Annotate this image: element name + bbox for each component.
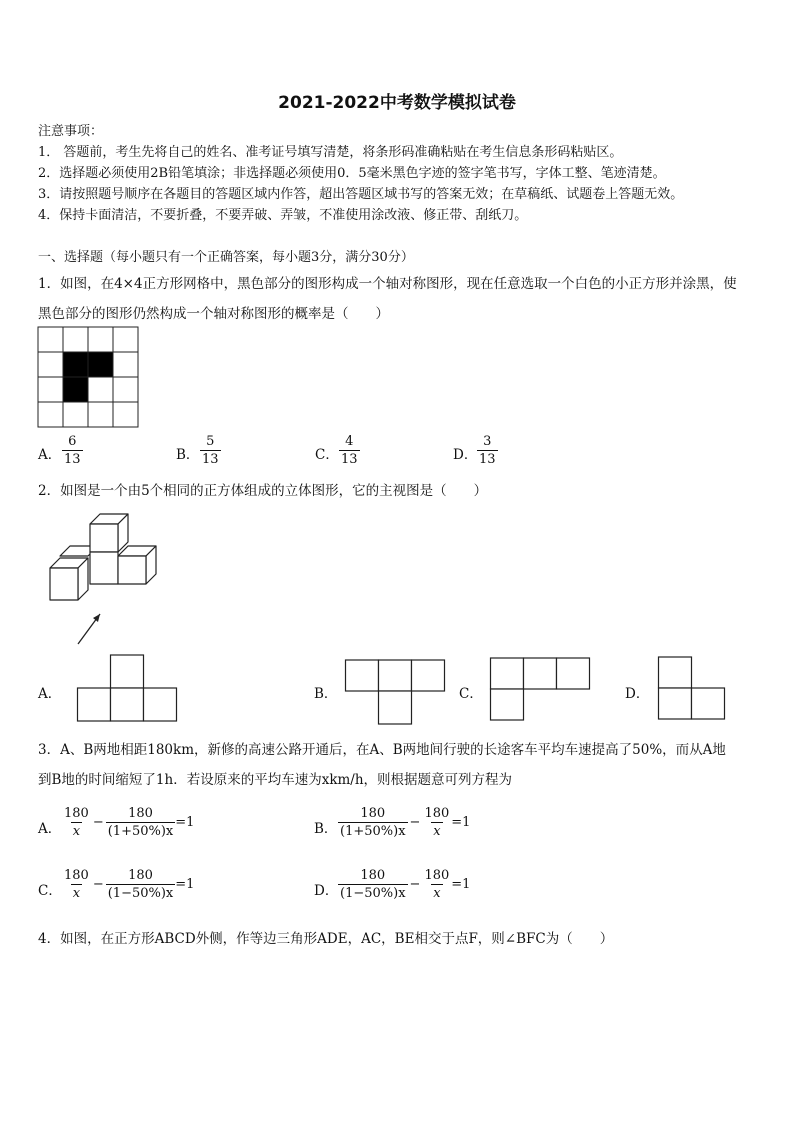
minus-sign: −: [92, 815, 104, 830]
fraction-2: [422, 805, 451, 840]
denominator: 13: [64, 452, 81, 467]
q3-option-b-equation: [338, 805, 470, 840]
fraction-2: [106, 805, 176, 840]
q1-option-d-label[interactable]: D．: [453, 447, 478, 463]
q2-text-line1: 2．如图是一个由5个相同的正方体组成的立体图形，它的主视图是（ ）: [38, 483, 488, 499]
numerator: 180: [64, 868, 89, 883]
q4-text-line1: 4．如图，在正方形ABCD外侧，作等边三角形ADE，AC，BE相交于点F，则∠BFC为（ ）: [38, 931, 614, 947]
numerator: 3: [483, 434, 492, 449]
denominator: (1−50%)x: [340, 886, 406, 901]
denominator: (1+50%)x: [340, 824, 406, 839]
numerator: 180: [360, 868, 386, 883]
q2-option-c-label[interactable]: C．: [459, 686, 483, 702]
q1-option-b-fraction: [200, 433, 221, 468]
equation-rhs: =1: [451, 877, 471, 892]
q2-option-a-figure[interactable]: [76, 654, 180, 722]
q2-option-b-figure[interactable]: [344, 659, 448, 727]
q1-option-b-label[interactable]: B．: [176, 447, 200, 463]
denominator: x: [72, 886, 81, 901]
numerator: 6: [68, 434, 77, 449]
equation-rhs: =1: [175, 815, 195, 830]
numerator: 180: [128, 806, 153, 821]
fraction-1: [62, 867, 91, 902]
q2-option-d-label[interactable]: D．: [625, 686, 650, 702]
q2-cube-figure: [44, 510, 164, 650]
q1-option-c-label[interactable]: C．: [315, 447, 339, 463]
fraction-1: [338, 805, 408, 840]
q2-option-d-figure[interactable]: [657, 656, 729, 722]
denominator: 13: [341, 452, 358, 467]
notice-heading: 注意事项：: [38, 124, 104, 139]
q1-text-line2: 黑色部分的图形仍然构成一个轴对称图形的概率是（ ）: [38, 306, 389, 322]
q1-grid-figure: [37, 326, 139, 428]
minus-sign: −: [409, 877, 421, 892]
q1-text-line1: 1．如图，在4×4正方形网格中，黑色部分的图形构成一个轴对称图形，现在任意选取一个白色的小正方形并涂黑，使: [38, 276, 737, 292]
denominator: 13: [202, 452, 219, 467]
minus-sign: −: [409, 815, 421, 830]
q1-option-a-label[interactable]: A．: [38, 447, 62, 463]
page-title: 2021-2022中考数学模拟试卷: [278, 93, 516, 113]
notice-item-3: 3．请按照题号顺序在各题目的答题区域内作答，超出答题区域书写的答案无效；在草稿纸、试题卷上答题无效。: [38, 187, 684, 202]
q2-option-c-figure[interactable]: [489, 657, 593, 723]
q3-text-line1: 3．A、B两地相距180km，新修的高速公路开通后，在A、B两地间行驶的长途客车平均车速提高了50%，而从A地: [38, 742, 726, 758]
q3-text-line2: 到B地的时间缩短了1h．若设原来的平均车速为xkm/h，则根据题意可列方程为: [38, 772, 513, 788]
denominator: (1+50%)x: [107, 824, 174, 839]
q3-option-c-equation: [62, 867, 194, 902]
numerator: 180: [360, 806, 386, 821]
denominator: (1−50%)x: [107, 886, 174, 901]
fraction-2: [422, 867, 451, 902]
q3-option-d-equation: [338, 867, 470, 902]
denominator: 13: [479, 452, 496, 467]
equation-rhs: =1: [451, 815, 471, 830]
denominator: x: [433, 824, 441, 839]
numerator: 180: [424, 868, 450, 883]
q1-option-a-fraction: [62, 433, 83, 468]
fraction-1: [338, 867, 408, 902]
q3-option-b-label[interactable]: B．: [314, 821, 338, 837]
fraction-2: [106, 867, 176, 902]
section-heading: 一、选择题（每小题只有一个正确答案，每小题3分，满分30分）: [38, 250, 414, 265]
numerator: 180: [64, 806, 89, 821]
q2-option-a-label[interactable]: A．: [38, 686, 62, 702]
notice-item-2: 2．选择题必须使用2B铅笔填涂；非选择题必须使用0．5毫米黑色字迹的签字笔书写，字体工整、笔迹清楚。: [38, 166, 666, 181]
denominator: x: [433, 886, 441, 901]
notice-item-4: 4．保持卡面清洁，不要折叠，不要弄破、弄皱，不准使用涂改液、修正带、刮纸刀。: [38, 208, 528, 223]
q3-option-d-label[interactable]: D．: [314, 883, 339, 899]
numerator: 180: [128, 868, 153, 883]
q1-option-c-fraction: [339, 433, 360, 468]
numerator: 5: [206, 434, 215, 449]
minus-sign: −: [92, 877, 104, 892]
notice-item-1: 1． 答题前，考生先将自己的姓名、准考证号填写清楚，将条形码准确粘贴在考生信息条形码粘贴区。: [38, 145, 623, 160]
numerator: 180: [424, 806, 450, 821]
denominator: x: [72, 824, 81, 839]
q3-option-a-label[interactable]: A．: [38, 821, 62, 837]
q2-option-b-label[interactable]: B．: [314, 686, 338, 702]
equation-rhs: =1: [175, 877, 195, 892]
q3-option-c-label[interactable]: C．: [38, 883, 62, 899]
q1-option-d-fraction: [477, 433, 498, 468]
numerator: 4: [345, 434, 354, 449]
fraction-1: [62, 805, 91, 840]
q3-option-a-equation: [62, 805, 194, 840]
